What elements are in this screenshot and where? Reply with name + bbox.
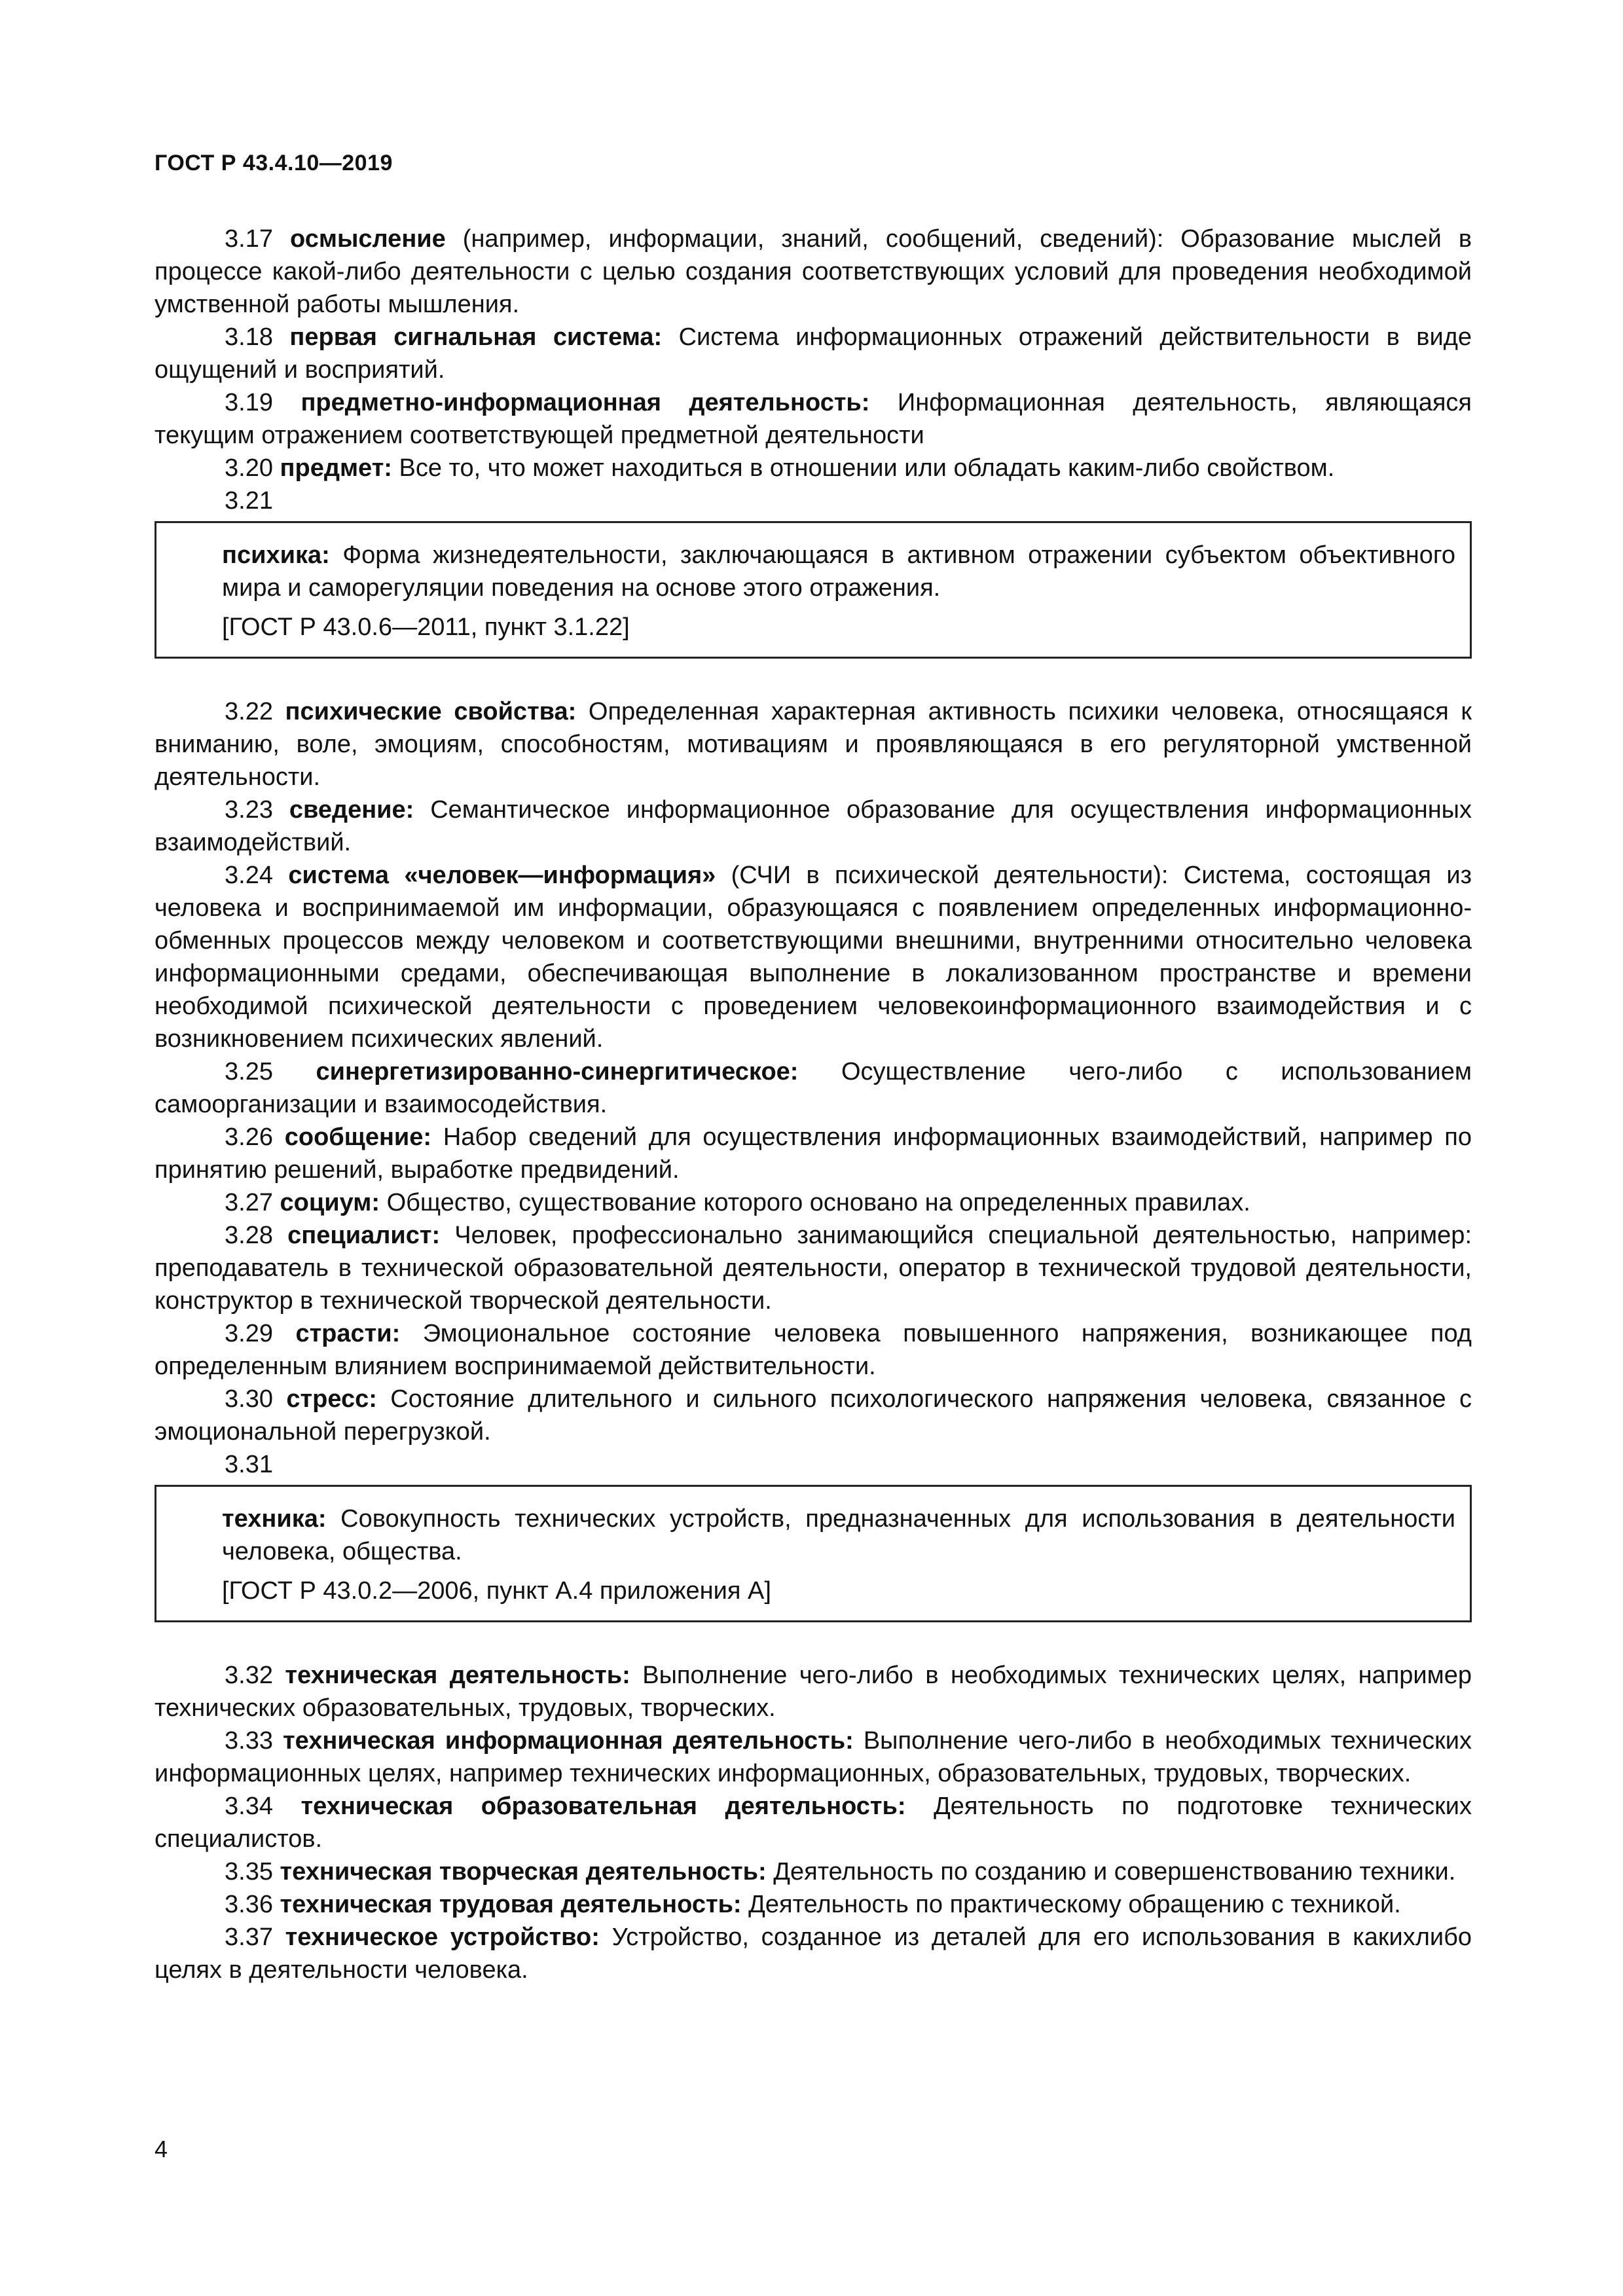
term-definition: Набор сведений для осуществления информационных взаимодействий, например по принятию решений, выработке предвидений. bbox=[155, 1123, 1472, 1184]
term-number: 3.19 bbox=[225, 389, 273, 416]
term-title: техническая трудовая деятельность: bbox=[280, 1891, 742, 1918]
source-reference: [ГОСТ Р 43.0.6—2011, пункт 3.1.22] bbox=[222, 613, 630, 641]
term-title: сведение: bbox=[289, 796, 414, 824]
term-entry bbox=[155, 1383, 1472, 1448]
term-title: сообщение: bbox=[284, 1123, 432, 1151]
term-definition: Деятельность по подготовке технических специалистов. bbox=[155, 1793, 1472, 1853]
term-number: 3.26 bbox=[225, 1123, 273, 1151]
term-definition: Форма жизнедеятельности, заключающаяся в активном отражении субъектом объективного мира и саморегуляции поведения на основе этого отражения. bbox=[222, 541, 1455, 602]
definition-box bbox=[155, 1485, 1472, 1622]
term-definition: Состояние длительного и сильного психологического напряжения человека, связанное с эмоциональной перегрузкой. bbox=[155, 1385, 1472, 1446]
term-number: 3.37 bbox=[225, 1923, 273, 1951]
term-definition: Совокупность технических устройств, предназначенных для использования в деятельности человека, общества. bbox=[222, 1505, 1455, 1565]
term-definition: Определенная характерная активность психики человека, относящаяся к вниманию, воле, эмоциям, способностям, мотивациям и проявляющаяся в его регуляторной умственной деятельности. bbox=[155, 698, 1472, 791]
term-title: техническое устройство: bbox=[285, 1923, 600, 1951]
term-title: стресс: bbox=[286, 1385, 377, 1413]
term-number: 3.33 bbox=[225, 1727, 273, 1755]
term-definition: Информационная деятельность, являющаяся текущим отражением соответствующей предметной деятельности bbox=[155, 389, 1472, 449]
term-number: 3.28 bbox=[225, 1222, 273, 1249]
term-definition: Человек, профессионально занимающийся специальной деятельностью, например: преподаватель в технической образовательной деятельности, оператор в технической трудовой деятельности, конструктор в технической творческой деятельности. bbox=[155, 1222, 1472, 1315]
term-entry bbox=[155, 793, 1472, 859]
term-number: 3.36 bbox=[225, 1891, 273, 1918]
term-title: техническая деятельность: bbox=[285, 1662, 630, 1689]
term-definition: Семантическое информационное образование для осуществления информационных взаимодействий. bbox=[155, 796, 1472, 856]
term-entry bbox=[155, 1888, 1472, 1921]
term-definition: Общество, существование которого основано на определенных правилах. bbox=[386, 1189, 1250, 1216]
term-title: страсти: bbox=[295, 1320, 401, 1347]
term-entry bbox=[155, 1921, 1472, 1986]
term-number: 3.34 bbox=[225, 1793, 273, 1820]
term-title: осмысление bbox=[290, 225, 446, 253]
term-title: синергетизированно-синергитическое: bbox=[316, 1058, 799, 1085]
term-entry bbox=[155, 1790, 1472, 1855]
term-title: специалист: bbox=[287, 1222, 441, 1249]
page-number: 4 bbox=[155, 2136, 168, 2162]
term-number: 3.22 bbox=[225, 698, 273, 725]
term-definition: Эмоциональное состояние человека повышенного напряжения, возникающее под определенным влиянием воспринимаемой действительности. bbox=[155, 1320, 1472, 1380]
term-list bbox=[155, 695, 1472, 1448]
term-list bbox=[155, 223, 1472, 484]
document-body bbox=[155, 223, 1472, 1986]
term-definition: Выполнение чего-либо в необходимых технических информационных целях, например технических информационных, образовательных, трудовых, творческих. bbox=[155, 1727, 1472, 1787]
term-number: 3.21 bbox=[225, 487, 273, 515]
term-definition: (СЧИ в психической деятельности): Система, состоящая из человека и воспринимаемой им информации, образующаяся с появлением определенных информационно-обменных процессов между человеком и соответствующими внешними, внутренними относительно человека информационными средами, обеспечивающая выполнение в локализованном пространстве и времени необходимой психической деятельности с проведением человекоинформационного взаимодействия и с возникновением психических явлений. bbox=[155, 862, 1472, 1053]
term-title: социум: bbox=[280, 1189, 380, 1216]
term-definition: Устройство, созданное из деталей для его использования в какихлибо целях в деятельности человека. bbox=[155, 1923, 1472, 1984]
term-title: техническая информационная деятельность: bbox=[282, 1727, 854, 1755]
term-entry bbox=[155, 1659, 1472, 1724]
term-number: 3.35 bbox=[225, 1858, 273, 1886]
term-title: психические свойства: bbox=[285, 698, 577, 725]
term-definition: Деятельность по созданию и совершенствованию техники. bbox=[773, 1858, 1456, 1886]
term-number: 3.27 bbox=[225, 1189, 273, 1216]
term-number: 3.17 bbox=[225, 225, 273, 253]
term-number: 3.23 bbox=[225, 796, 273, 824]
term-definition: Выполнение чего-либо в необходимых технических целях, например технических образовательных, трудовых, творческих. bbox=[155, 1662, 1472, 1722]
term-list bbox=[155, 1659, 1472, 1986]
term-title: техническая творческая деятельность: bbox=[280, 1858, 767, 1886]
term-entry bbox=[155, 1186, 1472, 1219]
definition-box bbox=[155, 521, 1472, 659]
term-title: техника: bbox=[222, 1505, 327, 1533]
source-reference: [ГОСТ Р 43.0.2—2006, пункт А.4 приложения А] bbox=[222, 1577, 771, 1605]
term-definition: Все то, что может находиться в отношении или обладать каким-либо свойством. bbox=[399, 454, 1335, 482]
term-definition: Деятельность по практическому обращению с техникой. bbox=[748, 1891, 1401, 1918]
term-entry bbox=[155, 1855, 1472, 1888]
term-entry bbox=[155, 695, 1472, 793]
term-number: 3.25 bbox=[225, 1058, 273, 1085]
term-entry bbox=[155, 223, 1472, 321]
term-definition: (например, информации, знаний, сообщений, сведений): Образование мыслей в процессе какой-либо деятельности с целью создания соответствующих условий для проведения необходимой умственной работы мышления. bbox=[155, 225, 1472, 318]
term-number: 3.30 bbox=[225, 1385, 273, 1413]
term-title: предметно-информационная деятельность: bbox=[301, 389, 870, 416]
term-number: 3.32 bbox=[225, 1662, 273, 1689]
term-entry bbox=[155, 452, 1472, 484]
term-number: 3.31 bbox=[225, 1451, 273, 1478]
term-entry bbox=[155, 386, 1472, 452]
term-title: первая сигнальная система: bbox=[289, 323, 663, 351]
term-title: техническая образовательная деятельность: bbox=[301, 1793, 906, 1820]
term-number: 3.18 bbox=[225, 323, 273, 351]
term-title: предмет: bbox=[280, 454, 392, 482]
term-number: 3.24 bbox=[225, 862, 273, 889]
term-definition: Система информационных отражений действительности в виде ощущений и восприятий. bbox=[155, 323, 1472, 384]
term-entry bbox=[155, 321, 1472, 386]
term-title: система «человек—информация» bbox=[288, 862, 716, 889]
term-entry bbox=[155, 1055, 1472, 1121]
term-entry bbox=[155, 1121, 1472, 1186]
term-definition: Осуществление чего-либо с использованием самоорганизации и взаимосодействия. bbox=[155, 1058, 1472, 1118]
term-number: 3.20 bbox=[225, 454, 273, 482]
term-entry bbox=[155, 859, 1472, 1055]
term-entry bbox=[155, 1317, 1472, 1383]
term-title: психика: bbox=[222, 541, 330, 569]
term-number: 3.29 bbox=[225, 1320, 273, 1347]
term-entry bbox=[155, 1724, 1472, 1790]
term-entry bbox=[155, 1219, 1472, 1317]
document-header: ГОСТ Р 43.4.10—2019 bbox=[155, 151, 393, 175]
